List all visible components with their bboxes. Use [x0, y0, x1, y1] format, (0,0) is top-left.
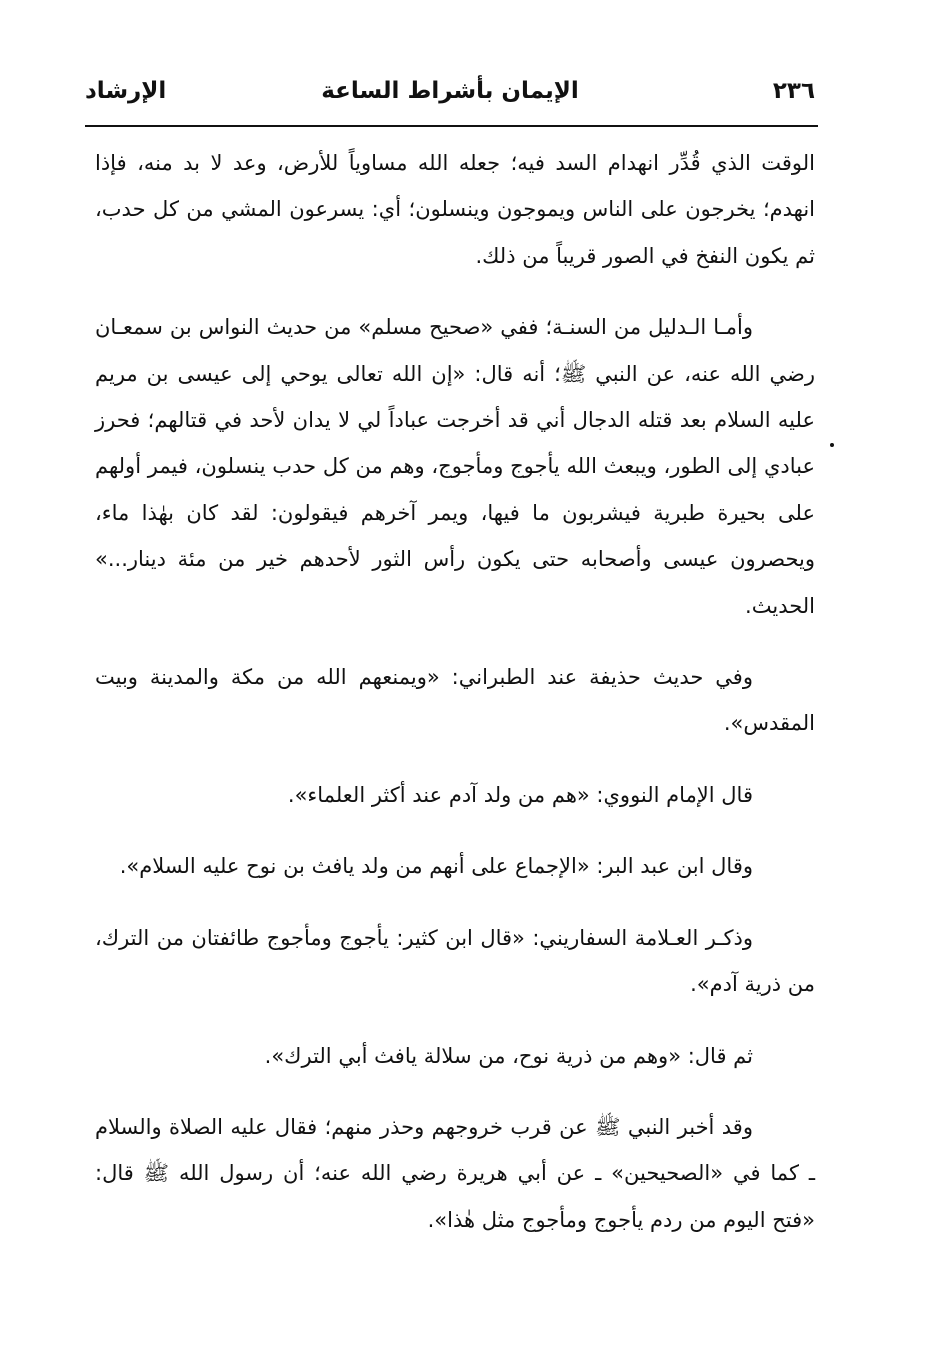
paragraph-5: وقال ابن عبد البر: «الإجماع على أنهم من ولد يافث بن نوح عليه السلام». — [119, 854, 753, 879]
page-header — [85, 78, 815, 118]
margin-dot — [830, 443, 834, 447]
book-title: الإرشاد — [85, 78, 167, 104]
running-title: الإيمان بأشراط الساعة — [321, 78, 579, 104]
paragraph-7: ثم قال: «وهم من ذرية نوح، من سلالة يافث أبي الترك». — [264, 1043, 753, 1068]
paragraph-3: وفي حديث حذيفة عند الطبراني: «ويمنعهم الله من مكة والمدينة وبيت المقدس». — [95, 665, 815, 736]
page-number: ٢٣٦ — [772, 78, 815, 104]
paragraph-6: وذكـر العـلامة السفاريني: «قال ابن كثير: يأجوج ومأجوج طائفتان من الترك، من ذرية آدم». — [95, 925, 815, 997]
paragraph-2: وأمـا الـدليل من السنـة؛ ففي «صحيح مسلم» من حديث النواس بن سمعـان رضي الله عنه، عن النبي ﷺ؛ أنه قال: «إن الله تعالى يوحي إلى عيسى بن مريم عليه السلام بعد قتله الدجال أني قد أخرجت عباداً لي لا يدان لأحد في قتالهم؛ فحرز عبادي إلى الطور، ويبعث الله يأجوج ومأجوج، وهم من كل حدب ينسلون، فيمر أولهم على بحيرة طبرية فيشربون ما فيها، ويمر آخرهم فيقولون: لقد كان بهٰذا ماء، ويحصرون عيسى وأصحابه حتى يكون رأس الثور لأحدهم خير من مئة دينار...» الحديث. — [95, 315, 815, 618]
paragraph-4: قال الإمام النووي: «هم من ولد آدم عند أكثر العلماء». — [287, 782, 753, 807]
body-text — [95, 140, 815, 1243]
header-rule — [85, 125, 818, 127]
paragraph-1: الوقت الذي قُدِّر انهدام السد فيه؛ جعله الله مساوياً للأرض، وعد لا بد منه، فإذا انهدم؛ يخرجون على الناس ويموجون وينسلون؛ أي: يسرعون المشي من كل حدب، ثم يكون النفخ في الصور قريباً من ذلك. — [95, 151, 815, 268]
paragraph-8: وقد أخبر النبي ﷺ عن قرب خروجهم وحذر منهم؛ فقال عليه الصلاة والسلام ـ كما في «الصحيحين» ـ عن أبي هريرة رضي الله عنه؛ أن رسول الله ﷺ قال: «فتح اليوم من ردم يأجوج ومأجوج مثل هٰذا». — [95, 1114, 815, 1232]
